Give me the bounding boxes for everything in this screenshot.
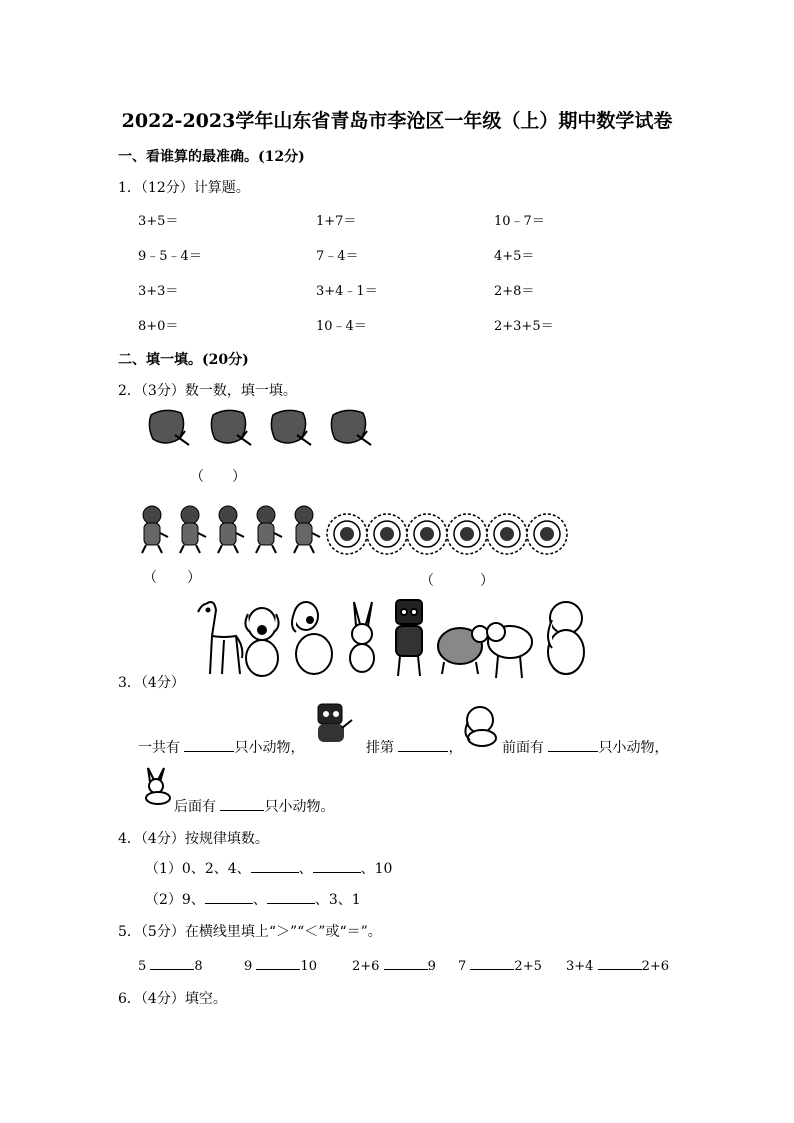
- calc-item: 4+5＝: [494, 249, 535, 264]
- compare-item: 9 10: [244, 955, 317, 974]
- rabbit-icon: [140, 766, 176, 806]
- calc-item: 9﹣5﹣4＝: [138, 249, 202, 264]
- tiger-group: [136, 503, 326, 555]
- q4-text: 、: [298, 861, 313, 877]
- leaf-icon: [149, 410, 189, 445]
- answer-blank[interactable]: [267, 889, 315, 904]
- compare-item: 5 8: [138, 955, 203, 974]
- compare-item: 3+4 2+6: [566, 955, 669, 974]
- answer-blank[interactable]: [205, 889, 253, 904]
- q3-text: 排第: [366, 740, 394, 756]
- compare-item: 7 2+5: [458, 955, 542, 974]
- q3-text: ，: [448, 740, 463, 756]
- q4-text: 、: [252, 892, 267, 908]
- question-5-stem: 5．（5分）在横线里填上“＞”“＜”或“＝”。: [118, 924, 382, 940]
- flower-icon: [327, 514, 367, 554]
- flower-icon: [487, 514, 527, 554]
- dog-icon: [245, 608, 278, 676]
- section-heading-2: 二、填一填。(20分): [118, 352, 249, 368]
- answer-blank[interactable]: [256, 955, 300, 970]
- animal-lineup: [184, 596, 592, 682]
- sheep-icon: [487, 623, 532, 678]
- leaf-icon: [211, 410, 251, 445]
- leaf-group: [145, 405, 375, 455]
- tiger-icon: [294, 506, 320, 553]
- flower-icon: [407, 514, 447, 554]
- calc-item: 2+3+5＝: [494, 319, 554, 334]
- calc-item: 3+3＝: [138, 284, 179, 299]
- q3-line2: [174, 796, 334, 816]
- q3-text: 前面有: [502, 740, 544, 756]
- question-6-stem: 6．（4分）填空。: [118, 991, 227, 1007]
- q3-text: 只小动物。: [264, 799, 335, 815]
- calc-item: 1+7＝: [316, 214, 357, 229]
- leaf-icon: [271, 410, 311, 445]
- calc-item: 10﹣7＝: [494, 214, 545, 229]
- flower-icon: [367, 514, 407, 554]
- calc-item: 2+8＝: [494, 284, 535, 299]
- dog-icon: [292, 602, 332, 674]
- calc-item: 10﹣4＝: [316, 319, 367, 334]
- q4-text: （2）9、: [145, 892, 205, 908]
- answer-blank[interactable]: [398, 737, 448, 752]
- q3-text: 只小动物，: [234, 740, 305, 756]
- elephant-icon: [458, 702, 504, 748]
- tiger-icon: [180, 506, 206, 553]
- flower-group: [326, 511, 570, 557]
- turtle-icon: [438, 626, 488, 674]
- calc-item: 7﹣4＝: [316, 249, 359, 264]
- flower-icon: [527, 514, 567, 554]
- answer-blank[interactable]: [150, 955, 194, 970]
- page-title: 2022-2023学年山东省青岛市李沧区一年级（上）期中数学试卷: [121, 110, 673, 132]
- q4-text: 、3、1: [314, 892, 361, 908]
- q3-text: 只小动物，: [598, 740, 669, 756]
- q4-text: （1）0、2、4、: [145, 861, 251, 877]
- question-4-stem: 4．（4分）按规律填数。: [118, 831, 269, 847]
- q4-item-1: [145, 858, 392, 878]
- flower-icon: [447, 514, 487, 554]
- answer-blank[interactable]: [548, 737, 598, 752]
- answer-blank[interactable]: [251, 858, 299, 873]
- answer-blank[interactable]: [598, 955, 642, 970]
- question-3-stem: 3．（4分）: [118, 675, 185, 691]
- monkey-icon: [396, 600, 422, 676]
- calc-item: 8+0＝: [138, 319, 179, 334]
- leaf-icon: [331, 410, 371, 445]
- q3-text: 一共有: [138, 740, 180, 756]
- monkey-icon: [308, 700, 356, 748]
- elephant-icon: [548, 602, 584, 674]
- q4-item-2: [145, 889, 361, 909]
- q4-text: 、10: [360, 861, 393, 877]
- tiger-icon: [142, 506, 168, 553]
- answer-paren-leaves: （ ）: [190, 469, 246, 485]
- q3-line1: [138, 737, 304, 757]
- question-1-stem: 1．（12分）计算题。: [118, 180, 250, 196]
- calc-item: 3+4﹣1＝: [316, 284, 378, 299]
- tiger-icon: [218, 506, 244, 553]
- rabbit-icon: [350, 602, 374, 672]
- question-2-stem: 2．（3分）数一数，填一填。: [118, 383, 297, 399]
- answer-blank[interactable]: [184, 737, 234, 752]
- answer-blank[interactable]: [313, 858, 361, 873]
- q3-line1-front: [502, 737, 668, 757]
- tiger-icon: [256, 506, 282, 553]
- answer-blank[interactable]: [220, 796, 264, 811]
- answer-blank[interactable]: [470, 955, 514, 970]
- answer-paren-tigers: （ ）: [143, 570, 201, 586]
- section-heading-1: 一、看谁算的最准确。(12分): [118, 149, 305, 165]
- answer-blank[interactable]: [384, 955, 428, 970]
- q3-line1-rank: [366, 737, 462, 757]
- horse-icon: [198, 602, 242, 674]
- q3-text: 后面有: [174, 799, 216, 815]
- answer-paren-flowers: （ ）: [420, 573, 494, 589]
- compare-item: 2+6 9: [352, 955, 436, 974]
- calc-item: 3+5＝: [138, 214, 179, 229]
